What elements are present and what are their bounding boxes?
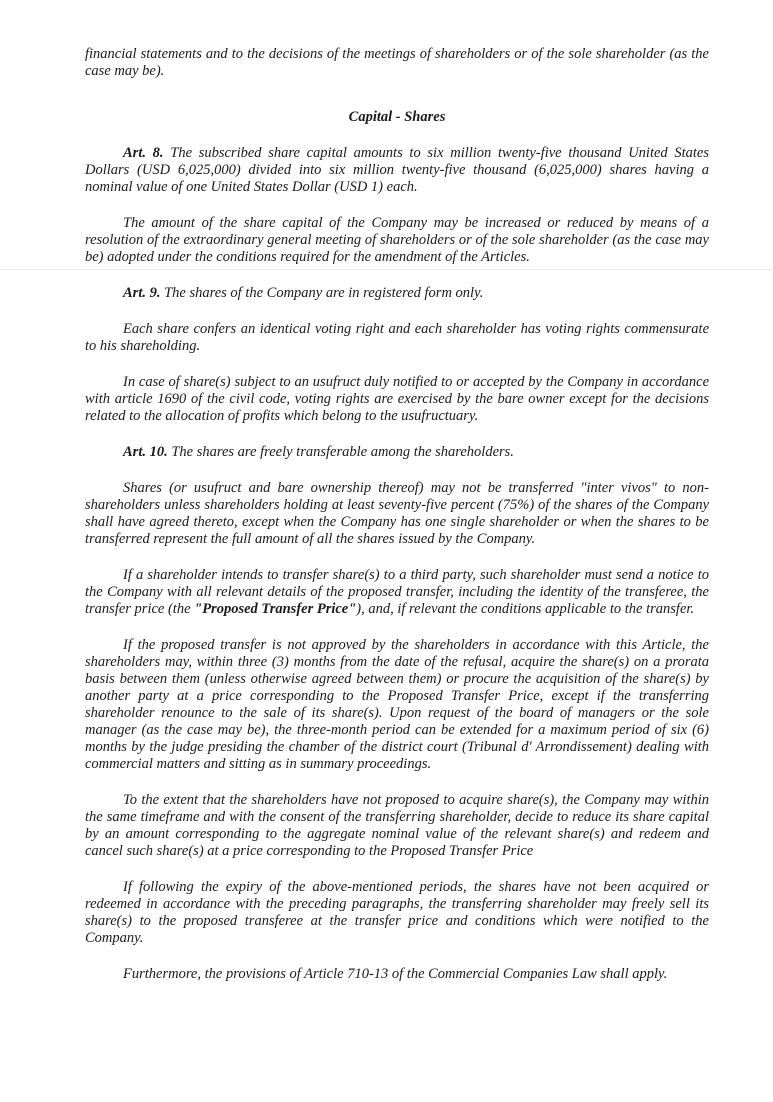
section-heading: Capital - Shares (348, 109, 446, 125)
usufruct-paragraph: In case of share(s) subject to an usufruct duly notified to or accepted by the Company in accordance with article 1690 of the civil code, voting rights are exercised by the bare owner except for the decisions related to the allocation of profits which belong to the usufructuary. (85, 374, 709, 424)
capital-change-paragraph: The amount of the share capital of the Company may be increased or reduced by means of a resolution of the extraordinary general meeting of shareholders or of the sole shareholder (as the case may be) adopted under the conditions required for the amendment of the Articles. (85, 215, 709, 265)
article-10-label: Art. 10. (123, 444, 168, 460)
transfer-notice-text-before: If a shareholder intends to transfer share(s) to a third party, such shareholder must send a notice to the Company with all relevant details of the proposed transfer, including the identity of the transferee, the transfer price (the (85, 567, 709, 617)
article-9-text: The shares of the Company are in registered form only. (160, 285, 484, 301)
transfer-notice-text-after: ), and, if relevant the conditions applicable to the transfer. (356, 601, 695, 617)
furthermore-paragraph: Furthermore, the provisions of Article 710-13 of the Commercial Companies Law shall apply. (123, 966, 668, 982)
inter-vivos-paragraph: Shares (or usufruct and bare ownership thereof) may not be transferred "inter vivos" to non-shareholders unless shareholders holding at least seventy-five percent (75%) of the shares of the Company shall have agreed thereto, except when the Company has one single shareholder or when the shares to be transferred represent the full amount of all the shares issued by the Company. (85, 480, 709, 547)
article-10-text: The shares are freely transferable among the shareholders. (167, 444, 514, 460)
article-9-label: Art. 9. (123, 285, 161, 301)
voting-right-paragraph: Each share confers an identical voting right and each shareholder has voting rights commensurate to his shareholding. (85, 321, 709, 354)
article-8-paragraph (85, 145, 709, 196)
article-10-paragraph (85, 444, 709, 461)
transfer-notice-paragraph (85, 567, 709, 618)
continuation-paragraph: financial statements and to the decisions of the meetings of shareholders or of the sole shareholder (as the case may be). (85, 46, 709, 79)
free-sale-paragraph: If following the expiry of the above-mentioned periods, the shares have not been acquired or redeemed in accordance with the preceding paragraphs, the transferring shareholder may freely sell its share(s) to the proposed transferee at the transfer price and conditions which were notified to the Company. (85, 879, 709, 946)
article-8-label: Art. 8. (123, 145, 164, 161)
article-8-text: The subscribed share capital amounts to six million twenty-five thousand United States Dollars (USD 6,025,000) divided into six million twenty-five thousand (6,025,000) shares having a nominal value of one United States Dollar (USD 1) each. (85, 145, 709, 195)
defined-term-proposed-transfer-price: "Proposed Transfer Price" (194, 601, 357, 617)
article-9-paragraph (85, 285, 709, 302)
not-approved-paragraph: If the proposed transfer is not approved by the shareholders in accordance with this Article, the shareholders may, within three (3) months from the date of the refusal, acquire the share(s) on a prorata basis between them (unless otherwise agreed between them) or procure the acquisition of the share(s) by another party at a price corresponding to the Proposed Transfer Price, except if the transferring shareholder renounce to the sale of its share(s). Upon request of the board of managers or the sole manager (as the case may be), the three-month period can be extended for a maximum period of six (6) months by the judge presiding the chamber of the district court (Tribunal d' Arrondissement) dealing with commercial matters and sitting as in summary proceedings. (85, 637, 709, 772)
document-page (85, 46, 709, 1002)
redeem-paragraph: To the extent that the shareholders have not proposed to acquire share(s), the Company may within the same timeframe and with the consent of the transferring shareholder, decide to reduce its share capital by an amount corresponding to the aggregate nominal value of the relevant share(s) and redeem and cancel such share(s) at a price corresponding to the Proposed Transfer Price (85, 792, 709, 859)
